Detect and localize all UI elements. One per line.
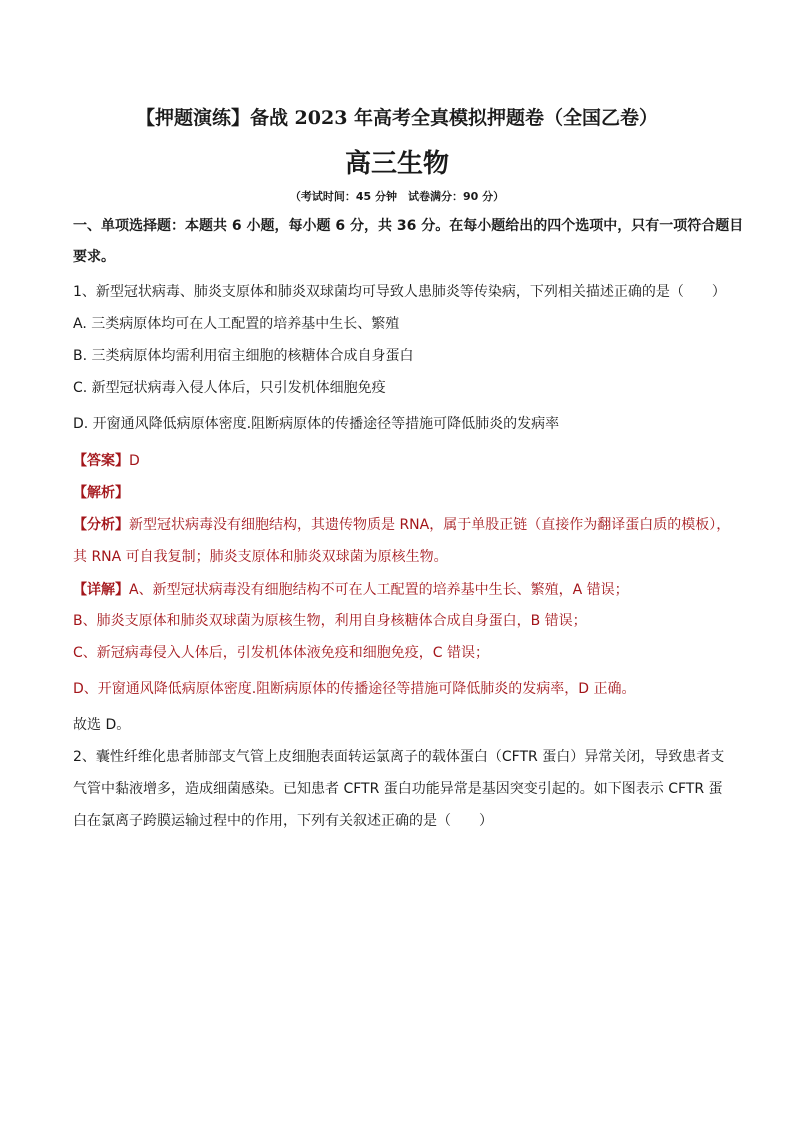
xiangjie-tag: 【详解】 [73, 582, 129, 598]
exam-info: （考试时间：45 分钟 试卷满分：90 分） [289, 190, 505, 203]
answer-line [73, 451, 733, 471]
question-1-option-b: B. 三类病原体均需利用宿主细胞的核糖体合成自身蛋白 [73, 348, 414, 364]
question-1-stem: 1、新型冠状病毒、肺炎支原体和肺炎双球菌均可导致人患肺炎等传染病，下列相关描述正确的是（ ） [73, 284, 726, 300]
section-heading-line1: 一、单项选择题：本题共 6 小题，每小题 6 分，共 36 分。在每小题给出的四个选项中，只有一项符合题目 [73, 218, 744, 234]
answer-value: D [129, 453, 140, 469]
conclusion: 故选 D。 [73, 717, 131, 733]
xiangjie-d: D、开窗通风降低病原体密度.阻断病原体的传播途径等措施可降低肺炎的发病率，D 正确。 [73, 681, 636, 697]
fenxi-line1: 【分析】新型冠状病毒没有细胞结构，其遗传物质是 RNA，属于单股正链（直接作为翻译蛋白质的模板）， [73, 517, 731, 533]
question-1-option-a: A. 三类病原体均可在人工配置的培养基中生长、繁殖 [73, 316, 400, 332]
question-2-line1: 2、囊性纤维化患者肺部支气管上皮细胞表面转运氯离子的载体蛋白（CFTR 蛋白）异常关闭，导致患者支 [73, 749, 725, 765]
analysis-tag: 【解析】 [73, 485, 129, 501]
xiangjie-c: C、新冠病毒侵入人体后，引发机体体液免疫和细胞免疫，C 错误； [73, 645, 489, 661]
question-1-option-d: D. 开窗通风降低病原体密度.阻断病原体的传播途径等措施可降低肺炎的发病率 [73, 416, 560, 432]
fenxi-tag: 【分析】 [73, 517, 129, 533]
question-2-line2: 气管中黏液增多，造成细菌感染。已知患者 CFTR 蛋白功能异常是基因突变引起的。如下图表示 CFTR 蛋 [73, 781, 723, 797]
section-heading-line2: 要求。 [73, 249, 115, 265]
xiangjie-a: 【详解】A、新型冠状病毒没有细胞结构不可在人工配置的培养基中生长、繁殖，A 错误； [73, 582, 629, 598]
question-2-line3: 白在氯离子跨膜运输过程中的作用，下列有关叙述正确的是（ ） [73, 813, 493, 829]
question-1-option-c: C. 新型冠状病毒入侵人体后，只引发机体细胞免疫 [73, 380, 386, 396]
subject-title: 高三生物 [344, 149, 449, 179]
xiangjie-b: B、肺炎支原体和肺炎双球菌为原核生物，利用自身核糖体合成自身蛋白，B 错误； [73, 613, 587, 629]
exam-title: 【押题演练】备战 2023 年高考全真模拟押题卷（全国乙卷） [135, 107, 659, 129]
answer-tag: 【答案】 [73, 453, 129, 469]
fenxi-line2: 其 RNA 可自我复制；肺炎支原体和肺炎双球菌为原核生物。 [73, 549, 448, 565]
